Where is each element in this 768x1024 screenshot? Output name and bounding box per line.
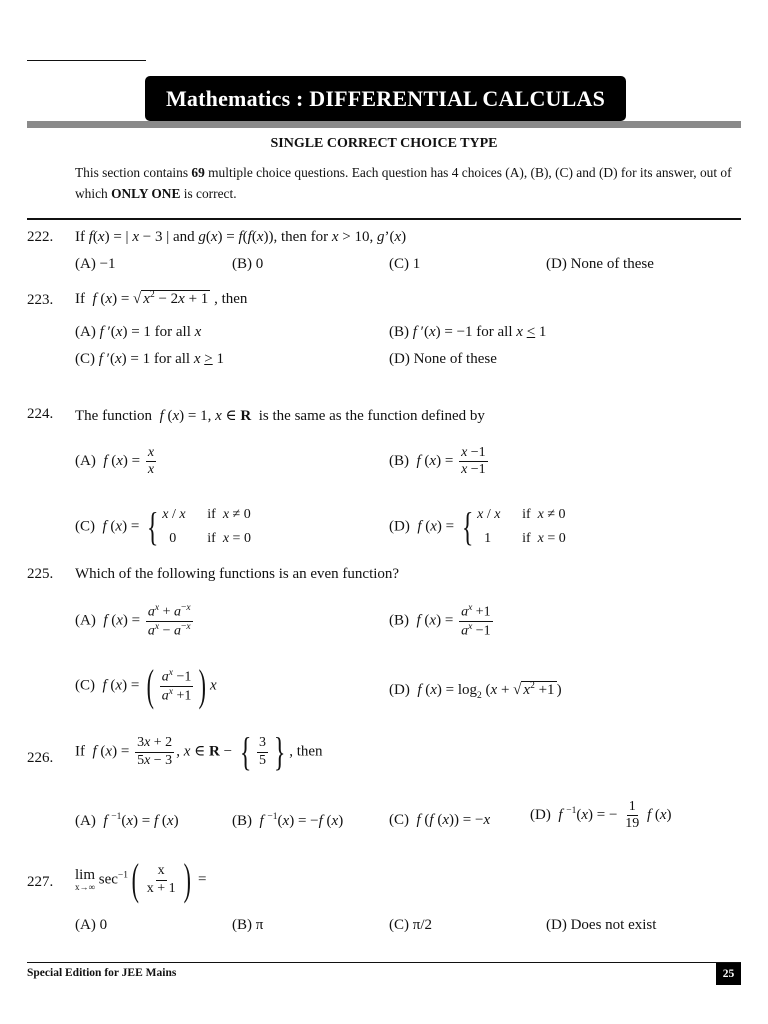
footer-rule [27, 962, 741, 963]
question-224-option-d: (D) f (x) = { x / x if x ≠ 0 1 if x = 0 [389, 504, 566, 549]
section-type-heading: SINGLE CORRECT CHOICE TYPE [270, 136, 498, 151]
question-226-text: If f (x) = $\frac{3x + 2}{5x - 3}$ , x ∈ R − { $\frac{3}{5}$ } , then [75, 729, 323, 774]
question-222-option-a: (A) −1 [75, 256, 116, 272]
question-222-option-b: (B) 0 [232, 256, 264, 272]
question-224-text: The function f (x) = 1, x ∈ R is the same as the function defined by [75, 408, 485, 424]
question-224-option-a: (A) f (x) = $\frac{x}{x}$ [75, 445, 155, 478]
title-underline-bar [27, 121, 741, 128]
instructions-part1: This section contains [75, 165, 192, 180]
instructions-emphasis: ONLY ONE [111, 186, 181, 201]
question-223-option-b: (B) f ′(x) = −1 for all x < 1 [389, 324, 547, 340]
question-224-option-c: (C) f (x) = { x / x if x ≠ 0 0 if x = 0 [75, 504, 251, 549]
question-226-option-c: (C) f (f (x)) = −x [389, 812, 491, 828]
question-224-option-b: (B) f (x) = $\frac{x -1}{x -1}$ [389, 445, 486, 478]
question-225-option-c: (C) f (x) = ( $\frac{a^x -1}{a^x +1}$ ) x [75, 661, 217, 710]
question-225-option-a: (A) f (x) = $\frac{a^x + a^{-x}}{a^x - a^{-x}}$ [75, 603, 191, 639]
question-225-option-b: (B) f (x) = $\frac{a^x +1}{a^x -1}$ [389, 603, 491, 639]
question-227-option-d: (D) Does not exist [546, 917, 657, 933]
question-222-option-c: (C) 1 [389, 256, 421, 272]
section-separator [27, 218, 741, 220]
page-number: 25 [716, 963, 741, 985]
question-222-option-d: (D) None of these [546, 256, 654, 272]
question-227-option-a: (A) 0 [75, 917, 108, 933]
question-227-option-c: (C) π/2 [389, 917, 432, 933]
instructions-part2: multiple choice questions. Each question has 4 choices (A), (B), (C) and (D) for its answer, out of which [75, 165, 732, 201]
question-226-option-d: (D) f $^{-1}$(x) = − $\frac{1}{19}$ f (x) [530, 799, 672, 832]
question-number-223: 223. [27, 292, 54, 308]
question-223-option-c: (C) f ′(x) = 1 for all x > 1 [75, 351, 224, 367]
question-223-text: If f (x) = √ $x^2 - 2x + 1$ , then [75, 290, 248, 307]
question-222-text: If f(x) = | x − 3 | and g(x) = f(f(x)), then for x > 10, g’(x) [75, 229, 407, 245]
question-number-222: 222. [27, 229, 54, 245]
question-number-226: 226. [27, 750, 54, 766]
question-225-option-d: (D) f $(x) = \log_2 (x$ + √ $x^2 +1$ ) [389, 681, 562, 701]
question-227-text: lim x→∞ $\sec^{-1}$( $\frac{x}{x + 1}$ ) = [75, 855, 207, 904]
question-226-option-b: (B) f $^{-1}$(x) = −f (x) [232, 812, 344, 829]
section-instructions [75, 162, 745, 204]
footer-edition-text: Special Edition for JEE Mains [27, 967, 177, 979]
instructions-part3: is correct. [180, 186, 237, 201]
question-223-option-d: (D) None of these [389, 351, 497, 367]
page-title: Mathematics : DIFFERENTIAL CALCULAS [145, 76, 626, 121]
question-number-227: 227. [27, 874, 54, 890]
question-number-225: 225. [27, 566, 54, 582]
question-number-224: 224. [27, 406, 54, 422]
question-223-option-a: (A) f ′(x) = 1 for all x [75, 324, 202, 340]
question-225-text: Which of the following functions is an even function? [75, 566, 400, 582]
question-227-option-b: (B) π [232, 917, 264, 933]
question-count: 69 [191, 165, 205, 180]
top-rule [27, 60, 146, 61]
question-226-option-a: (A) f $^{-1}$(x) = f (x) [75, 812, 179, 829]
